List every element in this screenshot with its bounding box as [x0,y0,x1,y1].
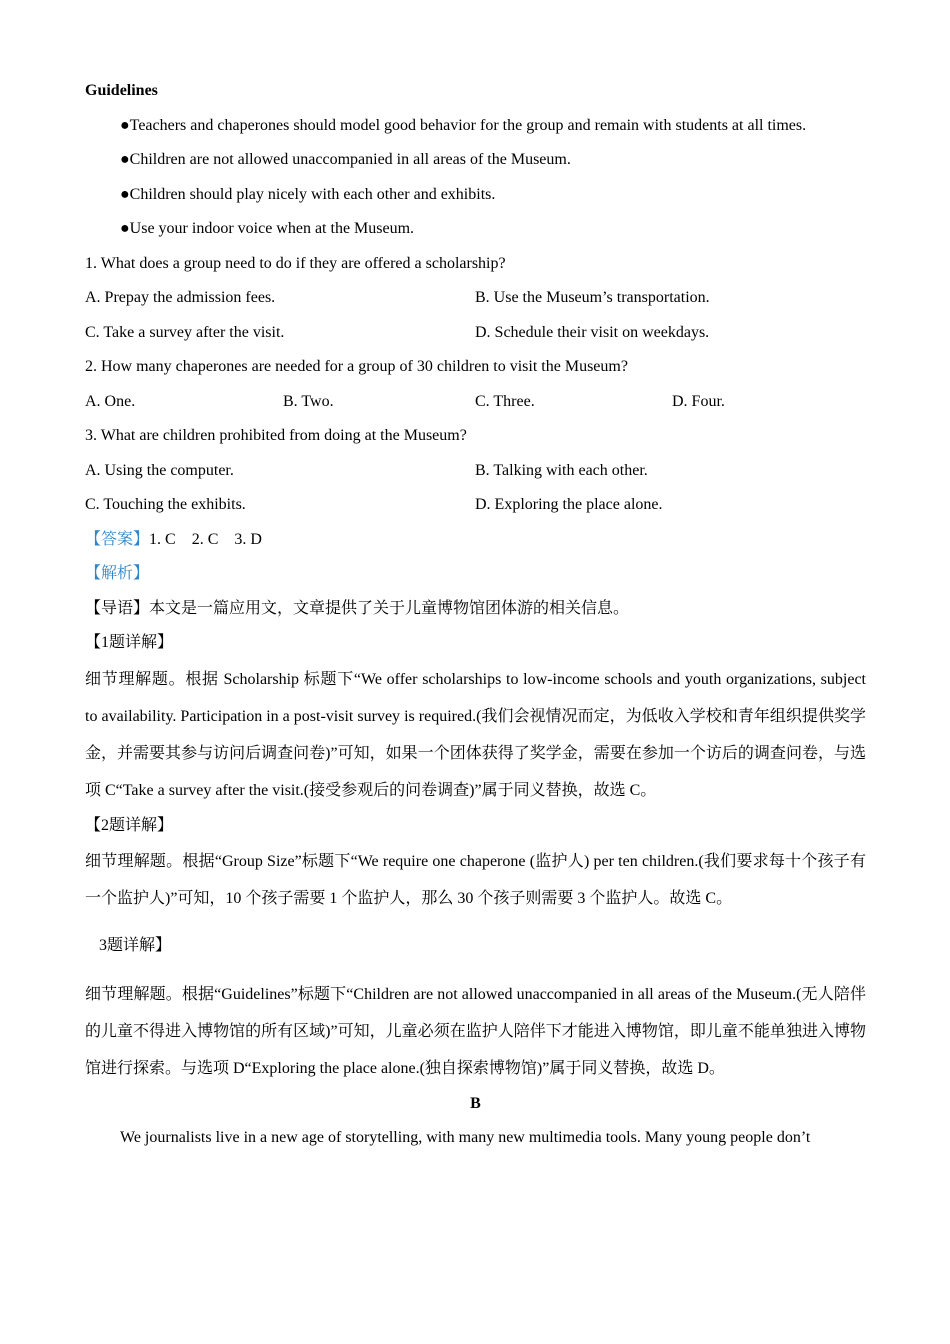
guideline-bullet-3: ●Children should play nicely with each other and exhibits. [120,185,496,203]
question-3-option-c: C. Touching the exhibits. [85,496,246,513]
answer-line [85,523,866,558]
guideline-bullet-2: ●Children are not allowed unaccompanied in all areas of the Museum. [120,151,571,168]
question-1-option-b: B. Use the Museum’s transportation. [475,289,710,306]
question-2-option-a: A. One. [85,392,136,410]
question-1-option-a: A. Prepay the admission fees. [85,289,276,306]
question-3-option-d: D. Exploring the place alone. [475,496,663,513]
question-3-stem: 3. What are children prohibited from doing at the Museum? [85,427,467,444]
guideline-bullet-4: ●Use your indoor voice when at the Museum. [120,220,415,237]
detail-2-text: 细节理解题。根据“Group Size”标题下“We require one chaperone (监护人) per ten children.(我们要求每十个孩子有一个监护人)”可知，10 个孩子需要 1 个监护人，那么 30 个孩子则需要 3 个监护人。故选 C。 [85,853,866,907]
question-3-option-b: B. Talking with each other. [475,461,648,479]
section-b-heading: B [470,1094,481,1112]
section-b-paragraph: We journalists live in a new age of storytelling, with many new multimedia tools. Many young people don’t [120,1129,811,1146]
question-2-options-row [85,385,866,420]
answer-values: 1. C 2. C 3. D [149,530,262,548]
question-1-options-row-1 [85,281,866,316]
detail-1-heading: 【1题详解】 [85,634,174,651]
question-1-option-d: D. Schedule their visit on weekdays. [475,323,710,341]
question-1-stem: 1. What does a group need to do if they are offered a scholarship? [85,254,506,272]
detail-1-text: 细节理解题。根据 Scholarship 标题下“We offer scholarships to low-income schools and youth organizations, subject to availability. Participation in a post-visit survey is required.(我们会视情况而定，为低收入学校和青年组织提供奖学金，并需要其参与访问后调查问卷)”可知，如果一个团体获得了奖学金，需要在参加一个访后的调查问卷，与选项 C“Take a survey after the visit.(接受参观后的问卷调查)”属于同义替换，故选 C。 [85,670,866,799]
analysis-label: 【解析】 [85,565,150,582]
question-2-stem: 2. How many chaperones are needed for a group of 30 children to visit the Museum? [85,358,628,375]
question-1-options-row-2 [85,316,866,351]
detail-3-heading: 3题详解】 [99,937,172,954]
intro-label: 【导语】 [85,599,150,617]
detail-3-text: 细节理解题。根据“Guidelines”标题下“Children are not allowed unaccompanied in all areas of the Museum.(无人陪伴的儿童不得进入博物馆的所有区域)”可知，儿童必须在监护人陪伴下才能进入博物馆，即儿童不能单独进入博物馆进行探索。与选项 D“Exploring the place alone.(独自探索博物馆)”属于同义替换，故选 D。 [85,985,866,1077]
question-3-options-row-2 [85,488,866,523]
guideline-bullet-1: ●Teachers and chaperones should model good behavior for the group and remain with students at all times. [120,116,807,134]
exam-document-page [85,74,866,1156]
answer-label: 【答案】 [85,530,150,548]
detail-2-heading: 【2题详解】 [85,816,174,834]
intro-text: 本文是一篇应用文，文章提供了关于儿童博物馆团体游的相关信息。 [149,599,630,617]
intro-line [85,592,866,627]
question-1-option-c: C. Take a survey after the visit. [85,323,285,341]
question-2-option-b: B. Two. [283,392,334,410]
guidelines-heading: Guidelines [85,82,158,99]
question-3-options-row-1 [85,454,866,489]
analysis-line [85,557,866,592]
question-2-option-d: D. Four. [672,392,725,410]
question-2-option-c: C. Three. [475,392,535,410]
question-3-option-a: A. Using the computer. [85,461,234,479]
